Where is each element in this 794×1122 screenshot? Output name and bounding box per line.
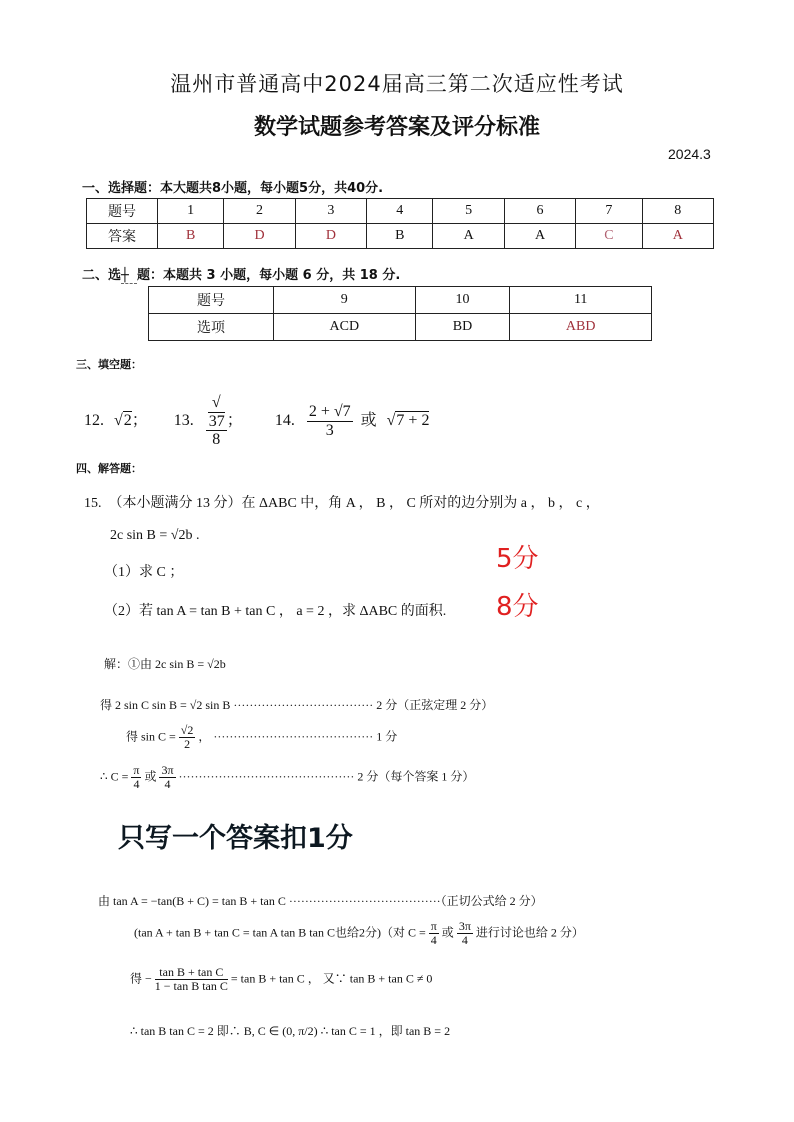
table-row: [149, 314, 652, 341]
solution-line1: 解：①由 2c sin B = √2b: [104, 657, 226, 671]
sol2-3-fraction: [155, 966, 228, 993]
section2-heading-prefix: 二、选: [82, 268, 122, 283]
section2-heading-text: 题：本题共 3 小题，每小题 6 分，共 18 分.: [137, 268, 401, 283]
table-cell: 3: [295, 199, 366, 224]
q15-statement-line2: 2c sin B = √2b .: [110, 528, 200, 543]
sol2-2-n2: 3π: [458, 919, 471, 933]
document-subtitle: 数学试题参考答案及评分标准: [253, 115, 540, 140]
q13-answer: √ 37 8: [206, 394, 227, 449]
sol3-fraction: [179, 724, 196, 751]
sol2-2-d2: 4: [461, 933, 468, 948]
table-cell: 答案: [87, 224, 158, 249]
q15-part1: （1）求 C ；: [104, 565, 184, 580]
table-cell: ACD: [274, 314, 416, 341]
sol4-d2: 4: [164, 777, 171, 792]
score-mark-5: 5分: [496, 544, 539, 574]
q14-label: 14.: [274, 412, 295, 430]
sol3-prefix: 得 sin C =: [126, 729, 176, 744]
sol2-3-suffix: = tan B + tan C ， 又∵ tan B + tan C ≠ 0: [230, 971, 433, 986]
document-date: 2024.3: [668, 146, 711, 162]
section2-answer-table: [148, 286, 652, 341]
table-cell: 2: [224, 199, 295, 224]
table-cell: 5: [433, 199, 504, 224]
table-cell: D: [295, 224, 366, 249]
score-mark-8: 8分: [496, 592, 539, 622]
q13-sep: ；: [226, 412, 243, 430]
sol2-2-prefix: (tan A + tan B + tan C = tan A tan B tan C也给2分)（对 C =: [134, 925, 426, 940]
table-cell: 10: [415, 287, 510, 314]
solution2-line1: 由 tan A = −tan(B + C) = tan B + tan C ······································（正切公式给 2 分）: [98, 894, 543, 908]
q13-numerator: 37: [208, 412, 225, 430]
grading-note: 只写一个答案扣1分: [118, 823, 353, 854]
table-cell: 9: [274, 287, 416, 314]
sol2-2-n1: π: [430, 919, 437, 933]
q14-numerator: 2 + √7: [308, 403, 351, 421]
solution-line4: [100, 764, 474, 791]
sol2-3-numerator: tan B + tan C: [155, 966, 228, 980]
sol4-d1: 4: [133, 777, 140, 792]
sol2-2-d1: 4: [430, 933, 437, 948]
sol2-2-suffix: 进行讨论也给 2 分）: [475, 925, 584, 940]
table-cell: 题号: [149, 287, 274, 314]
sol4-prefix: ∴ C =: [100, 769, 129, 784]
table-cell: A: [433, 224, 504, 249]
q15-part2: （2）若 tan A = tan B + tan C ， a = 2 ，求 ΔABC 的面积.: [104, 604, 447, 619]
solution2-line3: [130, 966, 432, 993]
table-cell: D: [224, 224, 295, 249]
fill-blank-answers: 12. √2； 13. √ 37 8 ； 14. $\frac{2 + √7}{3}$ 或 √7 + 2: [84, 394, 430, 449]
sol3-suffix: ， ········································ 1 分: [198, 729, 398, 744]
table-cell: A: [504, 224, 575, 249]
sol4-or: 或: [144, 769, 157, 784]
q14-alt-answer: 7 + 2: [396, 412, 430, 430]
table-cell: ABD: [510, 314, 652, 341]
solution2-line4: ∴ tan B tan C = 2 即∴ B, C ∈ (0, π/2) ∴ tan C = 1 ，即 tan B = 2: [130, 1024, 451, 1038]
table-cell: BD: [415, 314, 510, 341]
section1-answer-table: [86, 198, 714, 249]
table-cell: B: [158, 224, 224, 249]
table-cell: C: [576, 224, 642, 249]
table-row: [87, 224, 714, 249]
table-cell: 11: [510, 287, 652, 314]
solution-line3: [126, 724, 397, 751]
q12-label: 12.: [84, 412, 104, 430]
sol4-frac1: [131, 764, 141, 791]
sol4-n1: π: [133, 763, 140, 777]
edit-cursor-icon: ┼: [121, 268, 137, 284]
solution2-line2: [134, 920, 584, 947]
section1-heading: 一、选择题：本大题共8小题，每小题5分，共40分.: [82, 181, 384, 196]
q14-denominator: 3: [325, 421, 334, 439]
section2-heading: [82, 264, 400, 284]
q14-answer: [307, 403, 353, 439]
sol2-3-denominator: 1 − tan B tan C: [154, 979, 228, 994]
q13-label: 13.: [173, 412, 194, 430]
sol2-3-prefix: 得 −: [130, 971, 152, 986]
section3-heading: 三、填空题：: [76, 358, 142, 371]
table-cell: B: [367, 224, 433, 249]
sol4-frac2: [159, 764, 175, 791]
table-cell: 7: [576, 199, 642, 224]
q15-statement-line1: 15. （本小题满分 13 分）在 ΔABC 中，角 A ， B ， C 所对的边分别为 a ， b ， c ，: [84, 496, 600, 511]
sol3-numerator: √2: [180, 723, 194, 737]
sol3-denominator: 2: [184, 737, 191, 752]
q13-denominator: 8: [212, 431, 221, 449]
table-row: [87, 199, 714, 224]
q12-sep: ；: [131, 412, 148, 430]
sol2-2-or: 或: [441, 925, 454, 940]
sol2-2-frac1: [429, 920, 439, 947]
table-cell: 1: [158, 199, 224, 224]
sol2-2-frac2: [457, 920, 473, 947]
q12-answer: 2: [123, 412, 132, 430]
table-cell: A: [642, 224, 713, 249]
exam-title: 温州市普通高中2024届高三第二次适应性考试: [170, 72, 624, 96]
q14-or: 或: [360, 412, 377, 430]
section4-heading: 四、解答题：: [76, 462, 142, 475]
sol4-suffix: ············································ 2 分（每个答案 1 分）: [178, 769, 475, 784]
table-cell: 6: [504, 199, 575, 224]
sol4-n2: 3π: [161, 763, 174, 777]
table-cell: 8: [642, 199, 713, 224]
table-cell: 题号: [87, 199, 158, 224]
table-row: [149, 287, 652, 314]
table-cell: 4: [367, 199, 433, 224]
table-cell: 选项: [149, 314, 274, 341]
solution-line2: 得 2 sin C sin B = √2 sin B ··································· 2 分（正弦定理 2 分）: [100, 698, 494, 712]
